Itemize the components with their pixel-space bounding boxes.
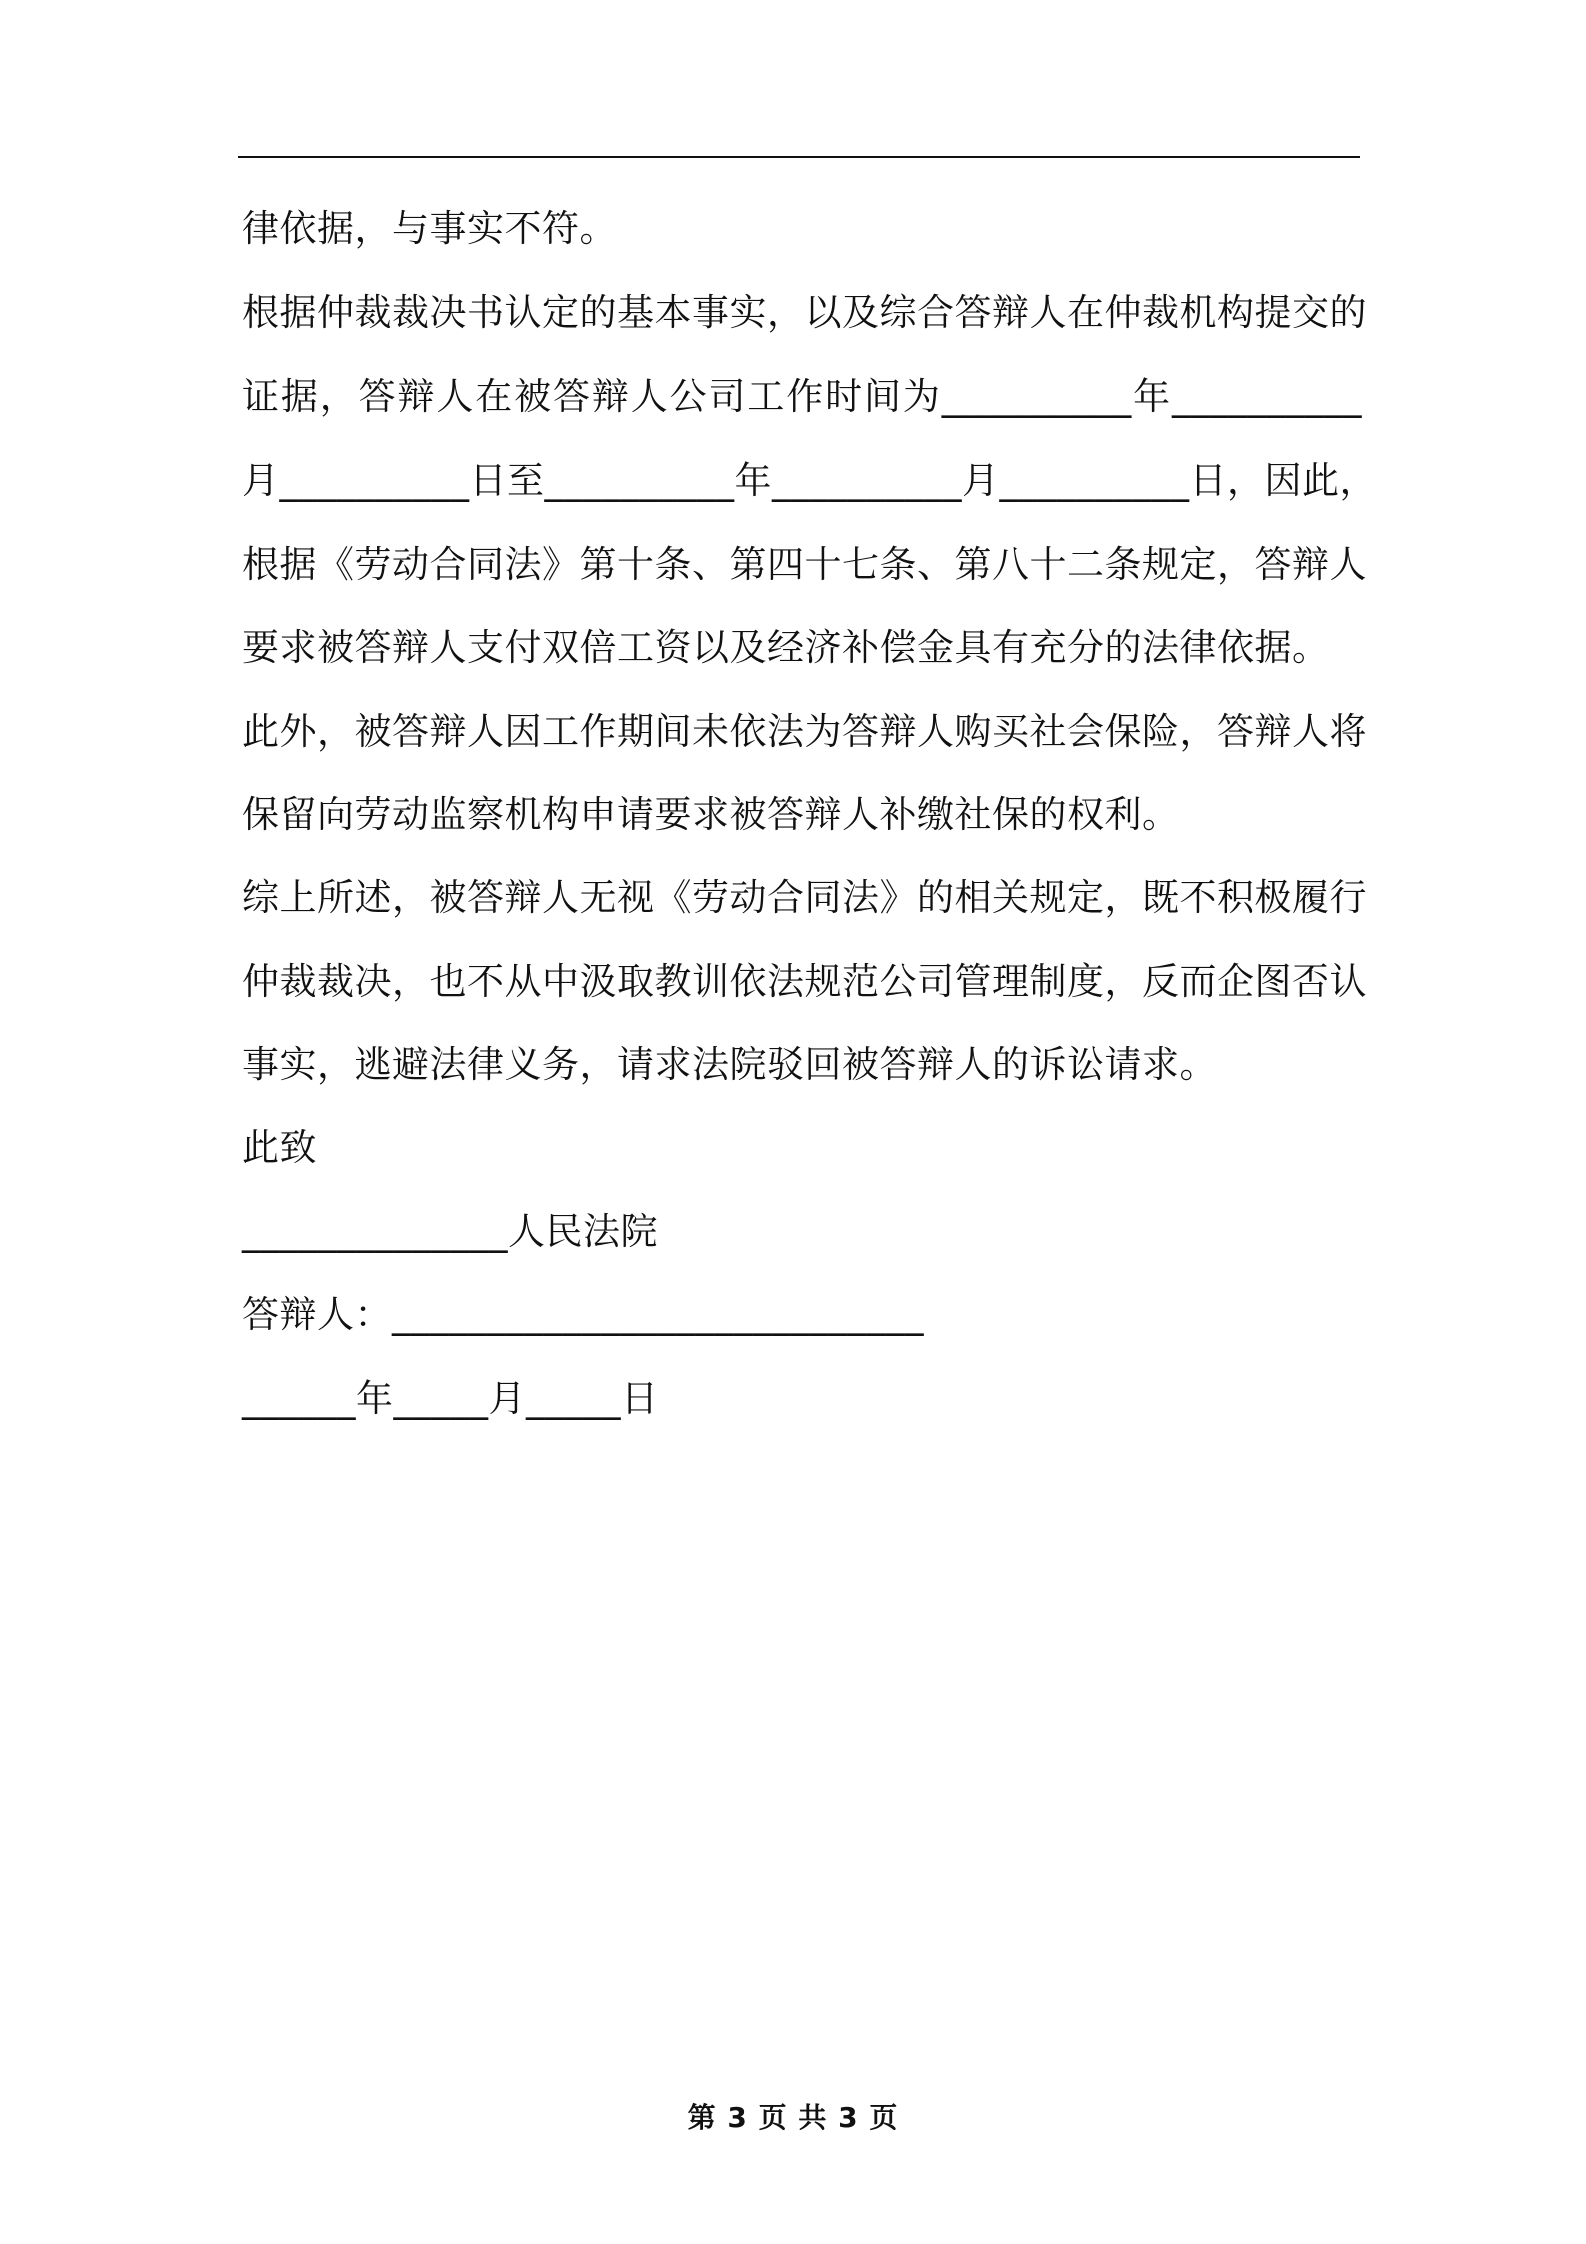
- paragraph-line-3: 证据，答辩人在被答辩人公司工作时间为__________年__________: [242, 375, 1362, 418]
- paragraph-line-1: 律依据，与事实不符。: [242, 207, 617, 250]
- page-number-footer: 第 3 页 共 3 页: [687, 2101, 899, 2134]
- court-line: ______________人民法院: [242, 1210, 658, 1253]
- paragraph-line-10: 仲裁裁决，也不从中汲取教训依法规范公司管理制度，反而企图否认: [242, 960, 1367, 1003]
- paragraph-line-2: 根据仲裁裁决书认定的基本事实，以及综合答辩人在仲裁机构提交的: [242, 291, 1367, 334]
- respondent-signature-line: 答辩人：____________________________: [242, 1293, 924, 1336]
- paragraph-line-9: 综上所述，被答辩人无视《劳动合同法》的相关规定，既不积极履行: [242, 876, 1367, 919]
- paragraph-line-8: 保留向劳动监察机构申请要求被答辩人补缴社保的权利。: [242, 793, 1180, 836]
- header-rule: [238, 156, 1360, 158]
- salutation: 此致: [242, 1126, 317, 1169]
- paragraph-line-6: 要求被答辩人支付双倍工资以及经济补偿金具有充分的法律依据。: [242, 626, 1330, 669]
- paragraph-line-4: 月__________日至__________年__________月__________日，因此，: [242, 459, 1377, 502]
- paragraph-line-11: 事实，逃避法律义务，请求法院驳回被答辩人的诉讼请求。: [242, 1043, 1217, 1086]
- paragraph-line-5: 根据《劳动合同法》第十条、第四十七条、第八十二条规定，答辩人: [242, 543, 1367, 586]
- paragraph-line-7: 此外，被答辩人因工作期间未依法为答辩人购买社会保险，答辩人将: [242, 710, 1367, 753]
- date-line: ______年_____月_____日: [242, 1377, 659, 1420]
